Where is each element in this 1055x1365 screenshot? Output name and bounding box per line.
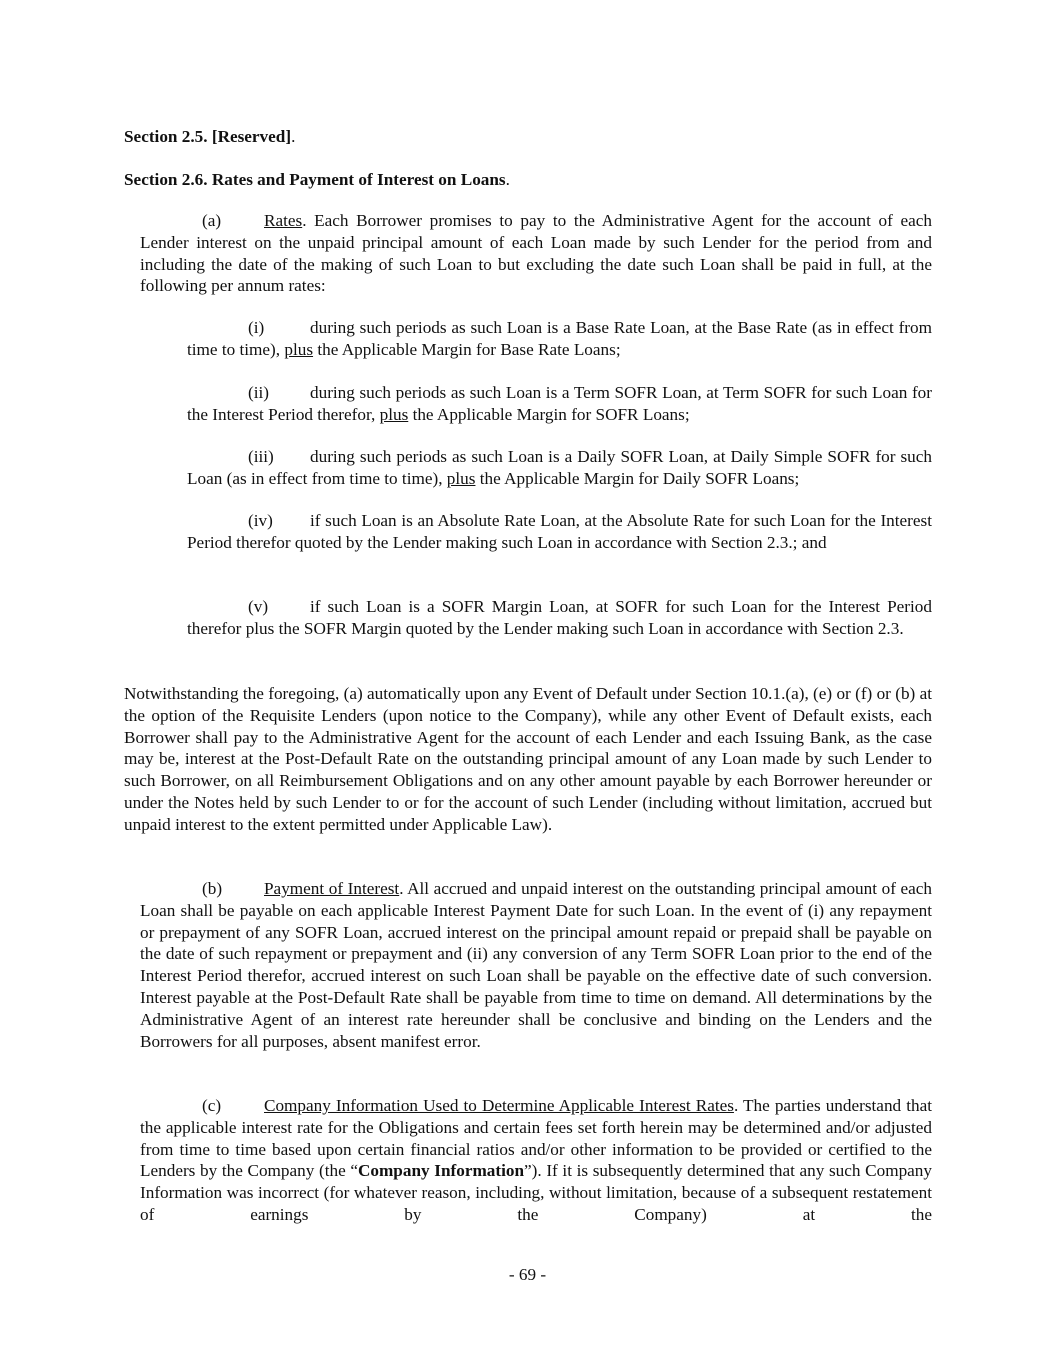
sub-item-ii — [187, 382, 932, 426]
section-2-5-title: Section 2.5. [Reserved] — [124, 127, 292, 146]
sub-item-iii-plus: plus — [446, 468, 476, 488]
section-2-6-title: Section 2.6. Rates and Payment of Interest on Loans — [124, 170, 506, 189]
paragraph-b-title: Payment of Interest — [264, 879, 400, 898]
section-2-6-heading — [124, 169, 934, 191]
sub-item-iv-number: (iv) — [248, 511, 273, 530]
sub-item-iii-text-end: the Applicable Margin for Daily SOFR Loans; — [475, 468, 800, 488]
sub-item-i-text: during such periods as such Loan is a Base Rate Loan, at the Base Rate (as in effect from time to time), — [187, 318, 932, 359]
sub-item-iv — [187, 510, 932, 554]
paragraph-c — [140, 1095, 932, 1226]
paragraph-c-text-end: ”). If it is subsequently determined that any such Company Information was incorrect (for whatever reason, including, without limitation, because of a subsequent restatement of earnings by the Company) at the — [140, 1161, 932, 1224]
paragraph-b — [140, 878, 932, 1052]
section-2-5-period: . — [291, 127, 296, 146]
paragraph-b-text: . All accrued and unpaid interest on the outstanding principal amount of each Loan shall be payable on each applicable Interest Payment Date for such Loan. In the event of (i) any repayment or prepayment of any SOFR Loan, accrued interest on the principal amount repaid or prepaid shall be payable on the date of such repayment or prepayment and (ii) any conversion of any Term SOFR Loan prior to the end of the Interest Period therefor, accrued interest on such Loan shall be payable on the effective date of such conversion. Interest payable at the Post-Default Rate shall be payable from time to time on demand. All determinations by the Administrative Agent of an interest rate hereunder shall be conclusive and binding on the Lenders and the Borrowers for all purposes, absent manifest error. — [140, 879, 932, 1051]
sub-item-i-number: (i) — [248, 318, 265, 337]
paragraph-a — [140, 210, 932, 297]
section-2-6-period: . — [505, 170, 510, 189]
sub-item-ii-number: (ii) — [248, 383, 269, 402]
sub-item-v-number: (v) — [248, 597, 269, 616]
notwithstanding-paragraph: Notwithstanding the foregoing, (a) automatically upon any Event of Default under Section 10.1.(a), (e) or (f) or (b) at the option of the Requisite Lenders (upon notice to the Company), while any other Event of Default exists, each Borrower shall pay to the Administrative Agent for the account of each Lender and each Issuing Bank, as the case may be, interest at the Post-Default Rate on the outstanding principal amount of any Loan made by such Lender to such Borrower, on all Reimbursement Obligations and on any other amount payable by each Borrower hereunder or under the Notes held by such Lender to or for the account of such Lender (including without limitation, accrued but unpaid interest to the extent permitted under Applicable Law). — [124, 684, 932, 834]
sub-item-i-text-end: the Applicable Margin for Base Rate Loans; — [313, 339, 621, 359]
sub-item-ii-text: during such periods as such Loan is a Term SOFR Loan, at Term SOFR for such Loan for the Interest Period therefor, — [187, 383, 932, 424]
sub-item-ii-text-end: the Applicable Margin for SOFR Loans; — [408, 404, 690, 424]
sub-item-ii-plus: plus — [379, 404, 409, 424]
sub-item-i — [187, 317, 932, 361]
paragraph-a-text: . Each Borrower promises to pay to the Administrative Agent for the account of each Lender interest on the unpaid principal amount of each Loan made by such Lender for the period from and including the date of the making of such Loan to but excluding the date such Loan shall be paid in full, at the following per annum rates: — [140, 211, 932, 296]
sub-item-v-text: if such Loan is a SOFR Margin Loan, at SOFR for such Loan for the Interest Period therefor plus the SOFR Margin quoted by the Lender making such Loan in accordance with Section 2.3. — [187, 597, 932, 638]
paragraph-b-number: (b) — [202, 879, 223, 898]
section-2-5-heading — [124, 126, 934, 148]
paragraph-c-title: Company Information Used to Determine Applicable Interest Rates — [264, 1096, 734, 1115]
paragraph-a-number: (a) — [202, 211, 222, 230]
paragraph-a-title: Rates — [264, 211, 303, 230]
sub-item-iii-text: during such periods as such Loan is a Daily SOFR Loan, at Daily Simple SOFR for such Loan (as in effect from time to time), — [187, 447, 932, 488]
sub-item-iv-text: if such Loan is an Absolute Rate Loan, at the Absolute Rate for such Loan for the Interest Period therefor quoted by the Lender making such Loan in accordance with Section 2.3.; and — [187, 511, 932, 552]
sub-item-iii-number: (iii) — [248, 447, 274, 466]
page-number: - 69 - — [508, 1265, 547, 1284]
defined-term-company-information: Company Information — [357, 1161, 525, 1181]
sub-item-v — [187, 596, 932, 640]
sub-item-i-plus: plus — [284, 339, 314, 359]
paragraph-c-text: . The parties understand that the applicable interest rate for the Obligations and certain fees set forth herein may be determined and/or adjusted from time to time based upon certain financial ratios and/or other information to be provided or certified to the Lenders by the Company (the “ — [140, 1096, 932, 1181]
paragraph-c-number: (c) — [202, 1096, 222, 1115]
sub-item-iii — [187, 446, 932, 490]
